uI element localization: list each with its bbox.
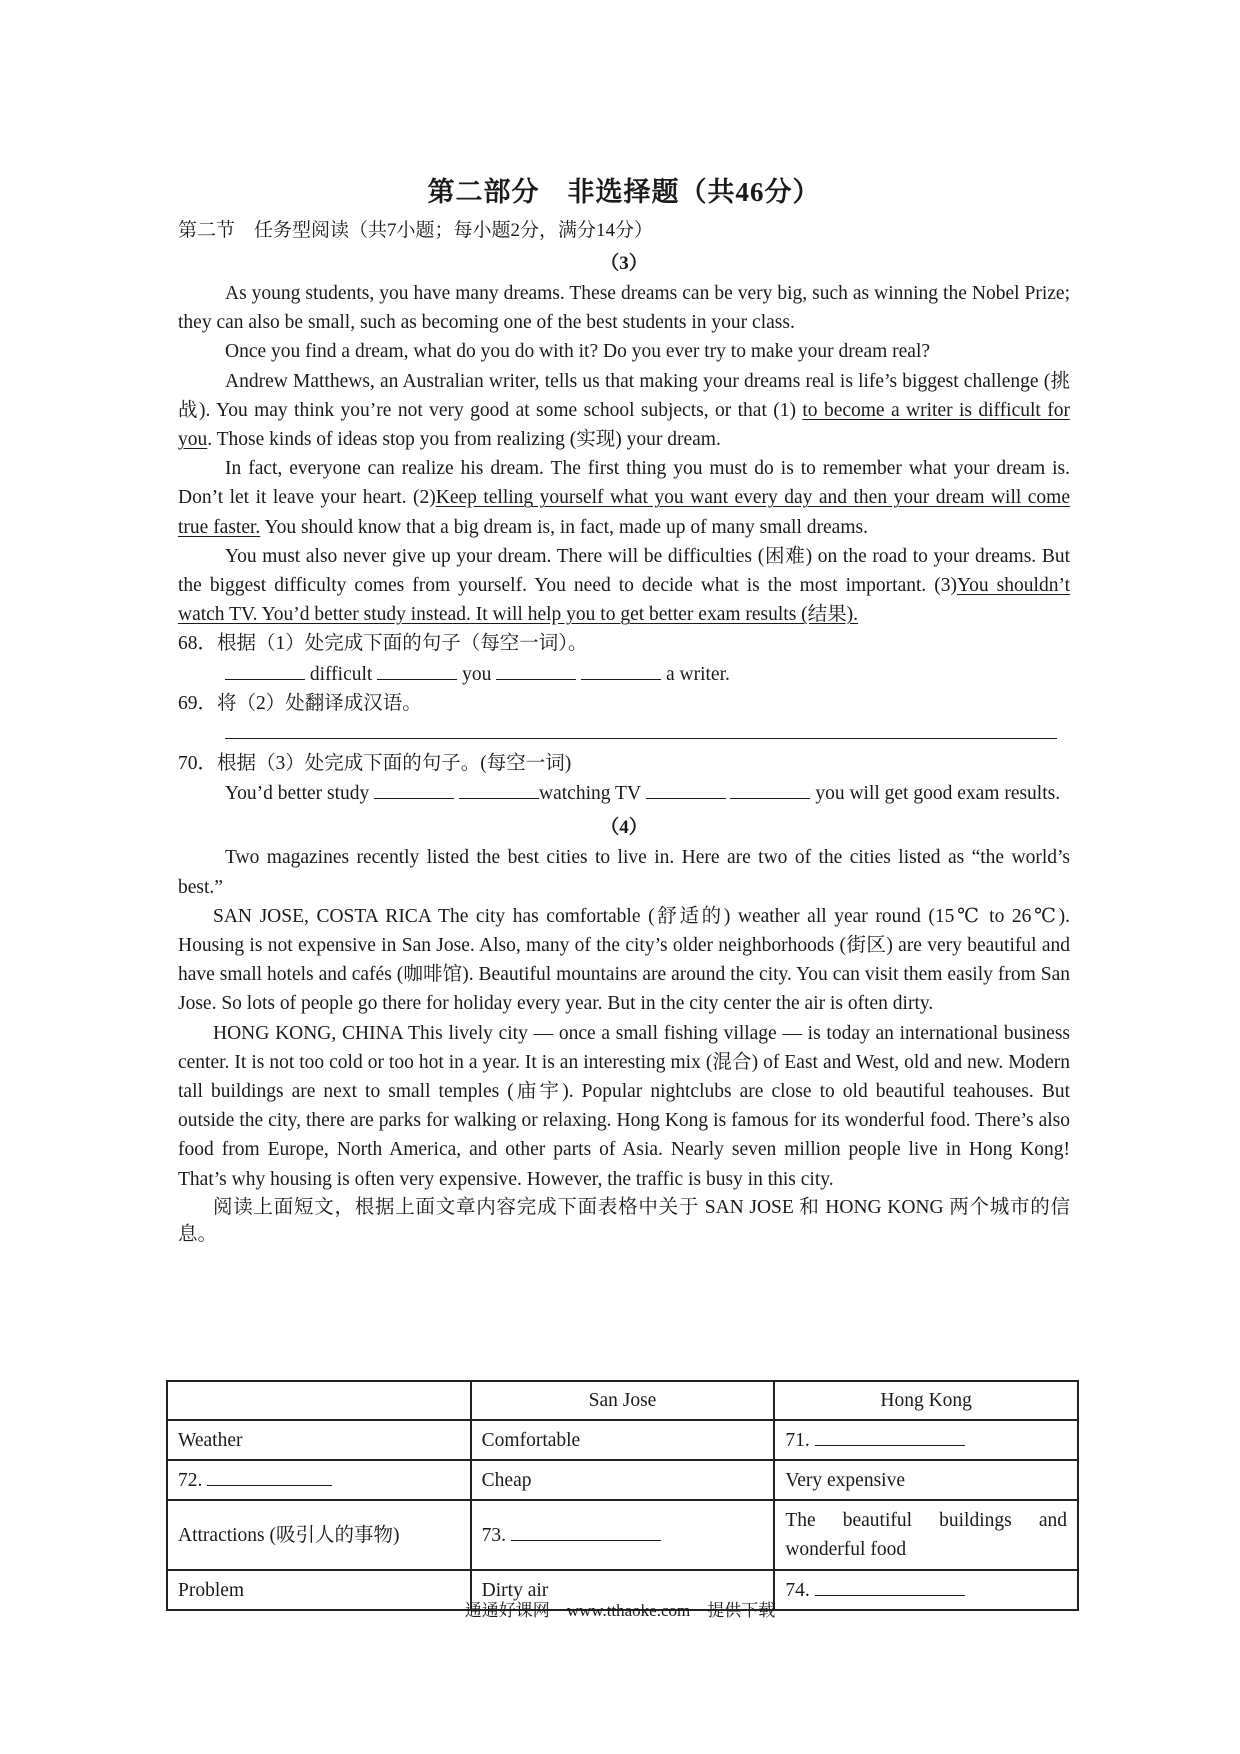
underlined-sentence-3: You shouldn’t watch TV. You’d better study instead. It will help you to get better exam results (结果). bbox=[178, 575, 1070, 626]
question-68: 68．根据（1）处完成下面的句子（每空一词）。 bbox=[178, 633, 588, 655]
passage-3-paragraph-1: As young students, you have many dreams. These dreams can be very big, such as winning the Nobel Prize; they can also be small, such as becoming one of the best students in your class. bbox=[178, 283, 1070, 334]
answer-blank[interactable] bbox=[207, 1465, 332, 1486]
table-cell[interactable]: 73. bbox=[471, 1500, 775, 1570]
table-cell: Comfortable bbox=[471, 1420, 775, 1460]
answer-blank[interactable] bbox=[581, 659, 661, 680]
passage-3-paragraph-2: Once you find a dream, what do you do with it? Do you ever try to make your dream real? bbox=[225, 341, 931, 363]
answer-blank[interactable] bbox=[377, 659, 457, 680]
passage-3-paragraph-3: Andrew Matthews, an Australian writer, tells us that making your dreams real is life’s biggest challenge (挑战). You may think you’re not very good at some school subjects, or that (1) to become a writer is difficult for you. Those kinds of ideas stop you from realizing (实现) your dream. bbox=[178, 370, 1070, 451]
answer-blank[interactable] bbox=[646, 778, 726, 799]
answer-blank[interactable] bbox=[374, 778, 454, 799]
answer-blank[interactable] bbox=[496, 659, 576, 680]
table-cell[interactable]: 72. bbox=[167, 1460, 471, 1500]
passage-4-paragraph-2: SAN JOSE, COSTA RICA The city has comfortable (舒适的) weather all year round (15℃ to 26℃). Housing is not expensive in San Jose. Also, many of the city’s older neighborhoods (街区) are very beautiful and have small hotels and cafés (咖啡馆). Beautiful mountains are around the city. You can visit them easily from San Jose. So lots of people go there for holiday every year. But in the city center the air is often dirty. bbox=[178, 905, 1070, 1015]
question-70-line: You’d better study watching TV you will get good exam results. bbox=[178, 778, 1070, 808]
table-row bbox=[167, 1381, 1078, 1420]
passage-4-paragraph-1: Two magazines recently listed the best cities to live in. Here are two of the cities listed as “the world’s best.” bbox=[178, 847, 1070, 898]
table-cell[interactable]: 74. bbox=[774, 1570, 1078, 1610]
table-cell: Very expensive bbox=[774, 1460, 1078, 1500]
table-cell: The beautiful buildings and wonderful food bbox=[774, 1500, 1078, 1570]
table-cell: Problem bbox=[167, 1570, 471, 1610]
answer-line[interactable] bbox=[225, 724, 1057, 739]
answer-blank[interactable] bbox=[815, 1575, 965, 1596]
passage-3-paragraph-5: You must also never give up your dream. There will be difficulties (困难) on the road to your dreams. But the biggest difficulty comes from yourself. You need to decide what is the most important. (3)You shouldn’t watch TV. You’d better study instead. It will help you to get better exam results (结果). bbox=[178, 545, 1070, 626]
answer-blank[interactable] bbox=[459, 778, 539, 799]
exam-page bbox=[178, 170, 1070, 1248]
table-cell: Attractions (吸引人的事物) bbox=[167, 1500, 471, 1570]
table-cell[interactable]: 71. bbox=[774, 1420, 1078, 1460]
section-heading: 第二节 任务型阅读（共7小题；每小题2分，满分14分） bbox=[178, 220, 654, 241]
answer-blank[interactable] bbox=[730, 778, 810, 799]
table-header: Hong Kong bbox=[774, 1381, 1078, 1420]
underlined-sentence-2: Keep telling yourself what you want every day and then your dream will come true faster. bbox=[178, 487, 1070, 538]
table-row bbox=[167, 1500, 1078, 1570]
table-row bbox=[167, 1420, 1078, 1460]
question-69: 69．将（2）处翻译成汉语。 bbox=[178, 692, 422, 714]
answer-blank[interactable] bbox=[815, 1425, 965, 1446]
passage-4-paragraph-3: HONG KONG, CHINA This lively city — once a small fishing village — is today an international business center. It is not too cold or too hot in a year. It is an interesting mix (混合) of East and West, old and new. Modern tall buildings are next to small temples (庙宇). Popular nightclubs are close to old beautiful teahouses. But outside the city, there are parks for walking or relaxing. Hong Kong is famous for its wonderful food. There’s also food from Europe, North America, and other parts of Asia. Nearly seven million people live in Hong Kong! That’s why housing is often very expensive. However, the traffic is busy in this city. bbox=[178, 1022, 1070, 1190]
passage-3-paragraph-4: In fact, everyone can realize his dream. The first thing you must do is to remember what your dream is. Don’t let it leave your heart. (2)Keep telling yourself what you want every day and then your dream will come true faster. You should know that a big dream is, in fact, made up of many small dreams. bbox=[178, 458, 1070, 538]
question-68-line: difficult you a writer. bbox=[178, 659, 1070, 689]
footer-credit: 通通好课网 www.tthaoke.com 提供下载 bbox=[464, 1601, 776, 1620]
question-70: 70．根据（3）处完成下面的句子。(每空一词) bbox=[178, 753, 572, 775]
passage-3-label: （3） bbox=[600, 253, 648, 274]
table-cell: Weather bbox=[167, 1420, 471, 1460]
answer-blank[interactable] bbox=[225, 659, 305, 680]
table-instructions: 阅读上面短文，根据上面文章内容完成下面表格中关于 SAN JOSE 和 HONG KONG 两个城市的信息。 bbox=[178, 1196, 1070, 1245]
passage-4-label: （4） bbox=[600, 817, 648, 839]
page-title: 第二部分 非选择题（共46分） bbox=[427, 177, 821, 207]
table-cell: Cheap bbox=[471, 1460, 775, 1500]
underlined-sentence-1: to become a writer is difficult for you bbox=[178, 399, 1070, 451]
table-row bbox=[167, 1460, 1078, 1500]
table-cell bbox=[167, 1381, 471, 1420]
answer-blank[interactable] bbox=[511, 1520, 661, 1541]
city-info-table bbox=[166, 1380, 1079, 1611]
table-cell: Dirty air bbox=[471, 1570, 775, 1610]
table-header: San Jose bbox=[471, 1381, 775, 1420]
